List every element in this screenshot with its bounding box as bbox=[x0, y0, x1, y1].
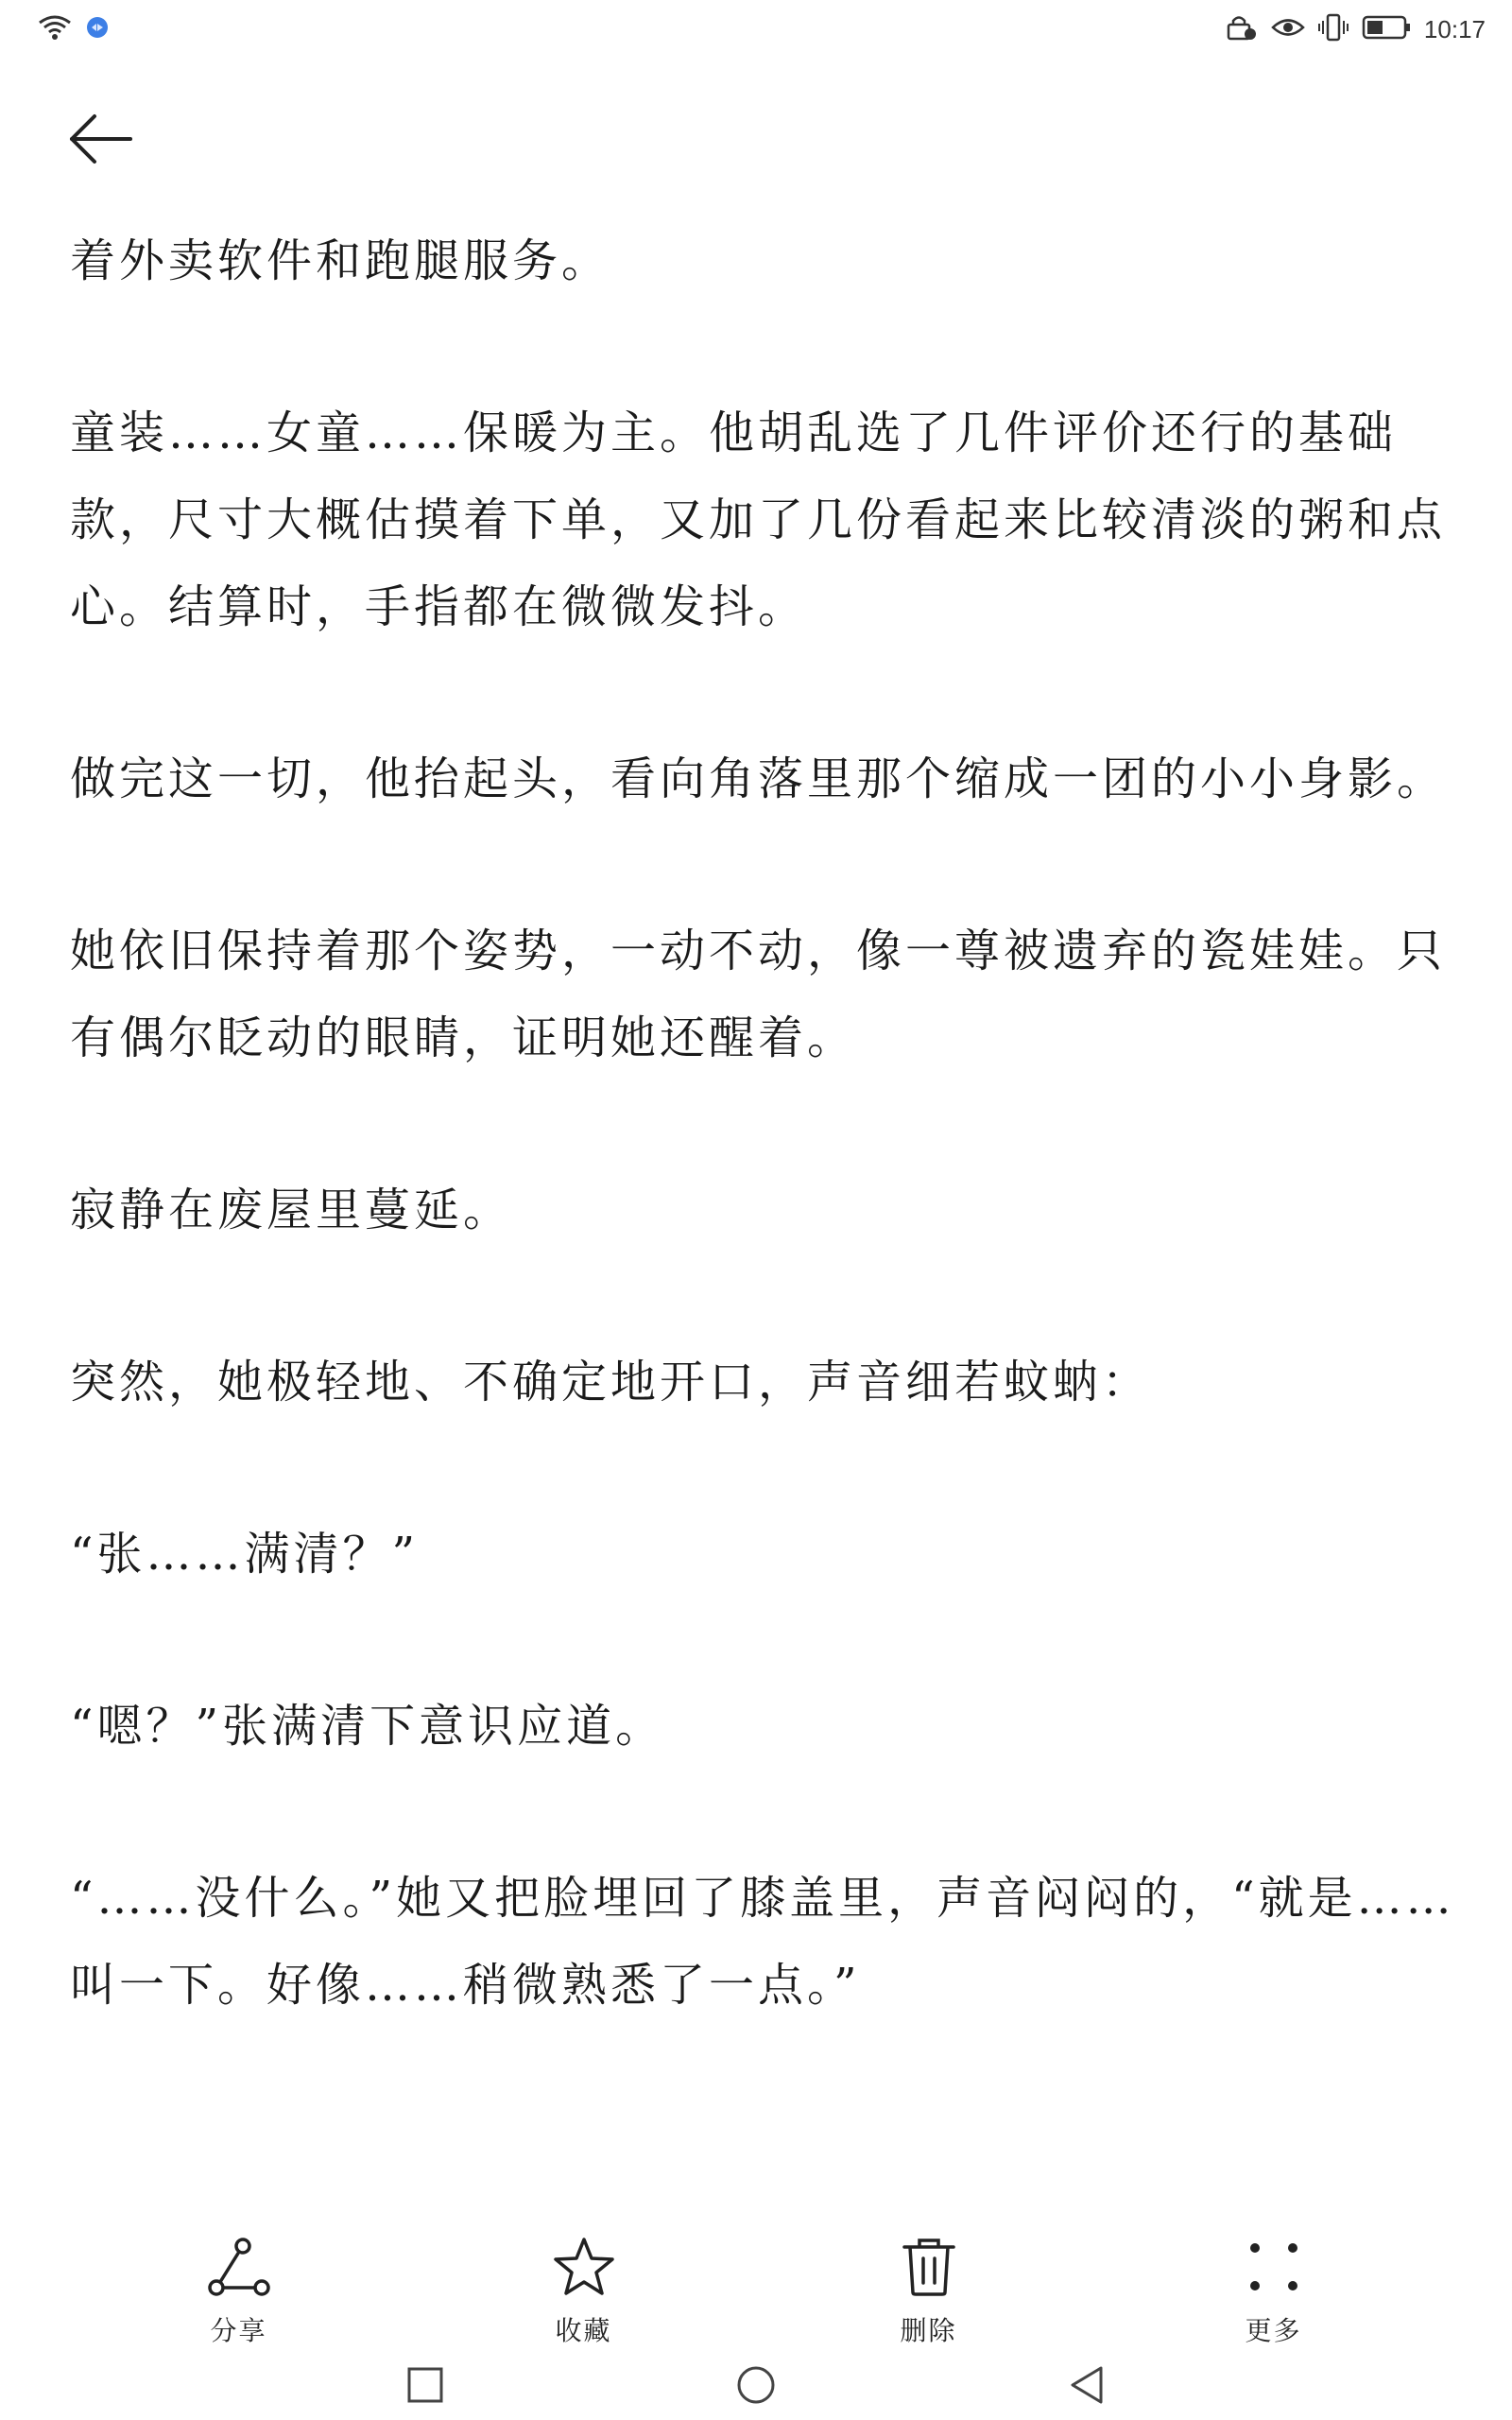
circle-icon bbox=[735, 2364, 777, 2410]
status-left bbox=[38, 14, 110, 44]
delete-button[interactable] bbox=[834, 2233, 1023, 2348]
paragraph: 寂静在废屋里蔓延。 bbox=[70, 1184, 513, 1236]
share-button[interactable] bbox=[145, 2233, 334, 2348]
status-time: 10:17 bbox=[1423, 14, 1486, 43]
paragraph: 她依旧保持着那个姿势，一动不动，像一尊被遗弃的瓷娃娃。只有偶尔眨动的眼睛，证明她还醒着。 bbox=[70, 925, 1447, 1064]
arrow-left-icon bbox=[68, 112, 134, 169]
status-bar bbox=[0, 0, 1512, 59]
vpn-lock-icon bbox=[1226, 13, 1258, 45]
notification-dot-icon bbox=[85, 15, 110, 43]
wifi-icon bbox=[38, 14, 72, 44]
system-nav-bar bbox=[0, 2354, 1512, 2420]
square-icon bbox=[406, 2366, 444, 2408]
paragraph: “嗯？”张满清下意识应道。 bbox=[70, 1700, 665, 1753]
recent-apps-button[interactable] bbox=[397, 2359, 454, 2415]
vibrate-icon bbox=[1318, 13, 1349, 45]
paragraph: 着外卖软件和跑腿服务。 bbox=[70, 234, 611, 287]
scroll-fade bbox=[0, 2146, 1512, 2231]
more-button[interactable] bbox=[1179, 2233, 1368, 2348]
triangle-back-icon bbox=[1068, 2364, 1106, 2410]
home-button[interactable] bbox=[728, 2359, 784, 2415]
star-icon bbox=[550, 2233, 618, 2301]
system-back-button[interactable] bbox=[1058, 2359, 1115, 2415]
share-icon bbox=[205, 2233, 273, 2301]
bottom-toolbar bbox=[0, 2226, 1512, 2354]
paragraph: “张……满清？” bbox=[70, 1528, 420, 1581]
trash-icon bbox=[895, 2233, 963, 2301]
note-content[interactable] bbox=[70, 217, 1469, 2203]
delete-label: 删除 bbox=[900, 2314, 957, 2346]
favorite-button[interactable] bbox=[490, 2233, 679, 2348]
battery-icon bbox=[1362, 14, 1411, 44]
paragraph: 做完这一切，他抬起头，看向角落里那个缩成一团的小小身影。 bbox=[70, 752, 1447, 805]
favorite-label: 收藏 bbox=[555, 2314, 612, 2346]
back-button[interactable] bbox=[66, 106, 136, 176]
paragraph: “……没什么。”她又把脸埋回了膝盖里，声音闷闷的，“就是……叫一下。好像……稍微熟悉了一点。” bbox=[70, 1872, 1455, 2012]
more-dots-icon bbox=[1240, 2233, 1308, 2301]
paragraph: 童装……女童……保暖为主。他胡乱选了几件评价还行的基础款，尺寸大概估摸着下单，又加了几份看起来比较清淡的粥和点心。结算时，手指都在微微发抖。 bbox=[70, 406, 1447, 633]
share-label: 分享 bbox=[210, 2314, 267, 2346]
eye-icon bbox=[1271, 15, 1305, 43]
status-right bbox=[1226, 13, 1486, 45]
more-label: 更多 bbox=[1245, 2314, 1302, 2346]
paragraph: 突然，她极轻地、不确定地开口，声音细若蚊蚋： bbox=[70, 1356, 1152, 1409]
